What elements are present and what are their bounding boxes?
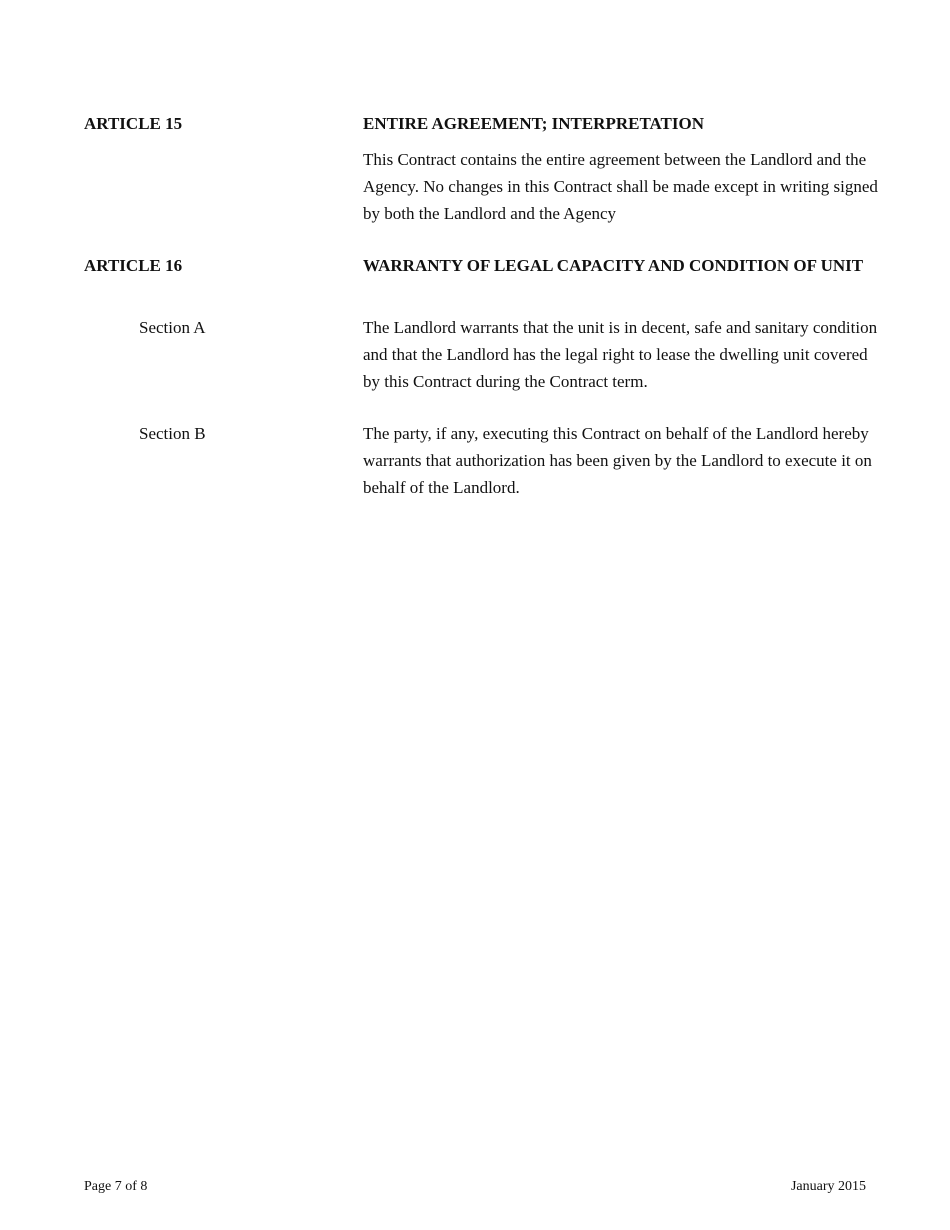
article-15-title: ENTIRE AGREEMENT; INTERPRETATION	[363, 114, 704, 133]
article-16-label: ARTICLE 16	[84, 256, 183, 275]
footer-date: January 2015	[790, 1179, 866, 1194]
section-a-label: Section A	[139, 318, 206, 337]
footer-page-number: Page 7 of 8	[84, 1179, 148, 1194]
section-a-body: The Landlord warrants that the unit is in decent, safe and sanitary condition and that the Landlord has the legal right to lease the dwelling unit covered by this Contract during the Contract term.	[363, 318, 878, 391]
article-15-body: This Contract contains the entire agreement between the Landlord and the Agency. No changes in this Contract shall be made except in writing signed by both the Landlord and the Agency	[363, 150, 878, 223]
section-b-body: The party, if any, executing this Contract on behalf of the Landlord hereby warrants that authorization has been given by the Landlord to execute it on behalf of the Landlord.	[363, 424, 872, 497]
article-16-title: WARRANTY OF LEGAL CAPACITY AND CONDITION OF UNIT	[363, 256, 864, 275]
section-b-label: Section B	[139, 424, 206, 443]
article-15-label: ARTICLE 15	[84, 114, 183, 133]
